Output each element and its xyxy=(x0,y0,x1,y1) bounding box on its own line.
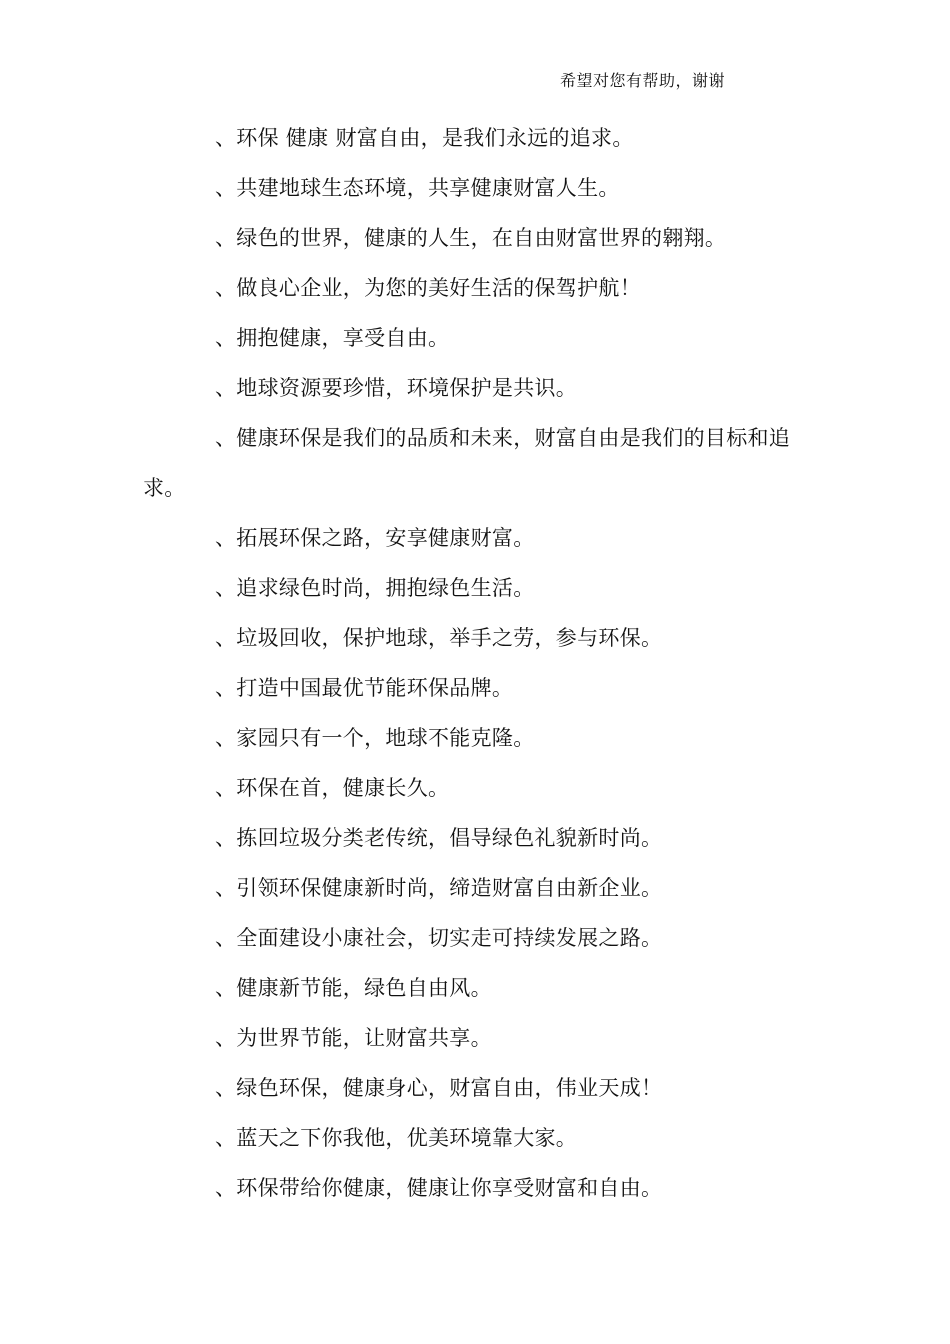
slogan-item: 、做良心企业，为您的美好生活的保驾护航！ xyxy=(215,276,641,300)
slogan-item: 、绿色环保，健康身心，财富自由，伟业天成！ xyxy=(215,1076,663,1100)
slogan-item: 、拓展环保之路，安享健康财富。 xyxy=(215,526,535,550)
slogan-item: 、环保 健康 财富自由，是我们永远的追求。 xyxy=(215,126,634,150)
slogan-item: 、健康新节能，绿色自由风。 xyxy=(215,976,492,1000)
slogan-item: 、环保带给你健康，健康让你享受财富和自由。 xyxy=(215,1176,663,1200)
slogan-item: 、环保在首，健康长久。 xyxy=(215,776,450,800)
slogan-list xyxy=(143,113,823,1213)
slogan-item: 、地球资源要珍惜，环境保护是共识。 xyxy=(215,376,578,400)
slogan-item: 、引领环保健康新时尚，缔造财富自由新企业。 xyxy=(215,876,663,900)
slogan-item: 、全面建设小康社会，切实走可持续发展之路。 xyxy=(215,926,663,950)
slogan-item: 、家园只有一个，地球不能克隆。 xyxy=(215,726,535,750)
slogan-item: 、为世界节能，让财富共享。 xyxy=(215,1026,492,1050)
slogan-item: 、健康环保是我们的品质和未来，财富自由是我们的目标和追求。 xyxy=(143,426,791,500)
slogan-item: 、绿色的世界，健康的人生，在自由财富世界的翱翔。 xyxy=(215,226,727,250)
slogan-item: 、蓝天之下你我他，优美环境靠大家。 xyxy=(215,1126,578,1150)
header-note: 希望对您有帮助，谢谢 xyxy=(560,71,726,90)
slogan-item: 、共建地球生态环境，共享健康财富人生。 xyxy=(215,176,620,200)
slogan-item: 、垃圾回收，保护地球，举手之劳，参与环保。 xyxy=(215,626,663,650)
slogan-item: 、打造中国最优节能环保品牌。 xyxy=(215,676,514,700)
slogan-item: 、拥抱健康，享受自由。 xyxy=(215,326,450,350)
slogan-item: 、追求绿色时尚，拥抱绿色生活。 xyxy=(215,576,535,600)
slogan-item: 、拣回垃圾分类老传统，倡导绿色礼貌新时尚。 xyxy=(215,826,663,850)
